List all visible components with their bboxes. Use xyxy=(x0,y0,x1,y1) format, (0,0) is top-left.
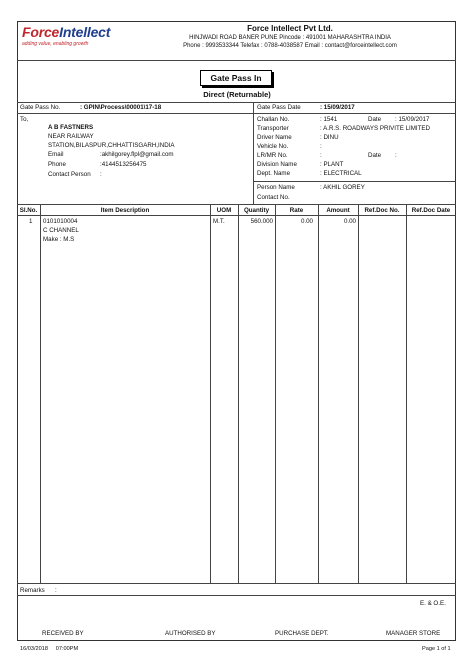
challan-value: : 1541 xyxy=(320,116,338,123)
consignee-phone-label: Phone xyxy=(48,161,66,168)
gate-pass-date-label: Gate Pass Date xyxy=(257,104,301,111)
consignee-address-line1: NEAR RAILWAY xyxy=(48,133,94,140)
logo-brand-prefix: Force xyxy=(22,24,60,40)
consignee-email-label: Email xyxy=(48,151,64,158)
lr-mr-value: : xyxy=(320,152,322,159)
gate-pass-date-value: : 15/09/2017 xyxy=(320,104,355,111)
divider xyxy=(17,60,456,61)
transporter-label: Transporter xyxy=(257,125,289,132)
logo-brand-suffix: Intellect xyxy=(59,24,111,40)
division-value: : PLANT xyxy=(320,161,344,168)
consignee-email-value: :akhilgorey.flpl@gmail.com xyxy=(100,151,174,158)
lr-date-value: : xyxy=(395,152,397,159)
department-value: : ELECTRICAL xyxy=(320,170,362,177)
document-frame xyxy=(17,21,456,641)
transporter-value: : A.R.S. ROADWAYS PRIVITE LIMITED xyxy=(320,125,431,132)
contact-person-value: : xyxy=(100,171,102,178)
remarks-label: Remarks xyxy=(20,587,45,594)
col-header-slno: Sl.No. xyxy=(19,207,38,214)
column-divider xyxy=(318,204,319,583)
col-header-ref-doc-date: Ref.Doc Date xyxy=(411,207,451,214)
row-item-description: C CHANNEL xyxy=(43,227,79,234)
col-header-ref-doc-no: Ref.Doc No. xyxy=(364,207,400,214)
consignee-phone-value: :4144513256475 xyxy=(100,161,147,168)
challan-date-label: Date xyxy=(368,116,382,123)
eoe-note: E. & O.E. xyxy=(420,600,446,607)
row-rate: 0.00 xyxy=(300,218,313,225)
company-address: HINJWADI ROAD BANER PUNE Pincode : 491001 MAHARASHTRA INDIA xyxy=(189,35,391,41)
col-header-uom: UOM xyxy=(216,207,232,214)
person-name-label: Person Name xyxy=(257,184,295,191)
company-header xyxy=(140,24,440,49)
divider xyxy=(253,102,254,204)
signature-manager-store: MANAGER STORE xyxy=(386,630,441,637)
document-subtitle: Direct (Returnable) xyxy=(203,90,271,99)
row-item-make: Make : M.S xyxy=(43,236,75,243)
lr-date-label: Date xyxy=(368,152,382,159)
driver-label: Driver Name xyxy=(257,134,292,141)
print-timestamp: 16/03/2018 07:00PM xyxy=(20,646,79,652)
signature-received-by: RECEIVED BY xyxy=(42,630,84,637)
row-uom: M.T. xyxy=(213,218,225,225)
to-label: To, xyxy=(20,116,29,123)
col-header-quantity: Quantity xyxy=(243,207,270,214)
logo-tagline: adding value, enabling growth xyxy=(22,41,89,47)
company-contact: Phone : 9993533344 Telefax : 0788-4038587 Email : contact@forceintellect.com xyxy=(183,43,397,49)
contact-no-label: Contact No. xyxy=(257,194,290,201)
row-slno: 1 xyxy=(29,218,33,225)
column-divider xyxy=(40,204,41,583)
column-divider xyxy=(358,204,359,583)
row-amount: 0.00 xyxy=(343,218,356,225)
gate-pass-no-label: Gate Pass No. xyxy=(20,104,61,111)
row-quantity: 560.000 xyxy=(250,218,273,225)
divider xyxy=(17,583,456,584)
driver-value: : DINU xyxy=(320,134,339,141)
divider xyxy=(253,181,456,182)
divider xyxy=(17,595,456,596)
column-divider xyxy=(275,204,276,583)
divider xyxy=(17,204,456,205)
column-divider xyxy=(238,204,239,583)
challan-date-value: : 15/09/2017 xyxy=(395,116,430,123)
remarks-value: : xyxy=(55,587,57,594)
challan-label: Challan No. xyxy=(257,116,290,123)
contact-person-label: Contact Person xyxy=(48,171,91,178)
company-logo xyxy=(22,24,110,47)
row-item-code: 0101010004 xyxy=(43,218,78,225)
divider xyxy=(17,113,456,114)
page-number: Page 1 of 1 xyxy=(422,646,451,652)
gate-pass-no-value: : GPIN\Process\00001\17-18 xyxy=(80,104,162,111)
lr-mr-label: LR/MR No. xyxy=(257,152,288,159)
department-label: Dept. Name xyxy=(257,170,291,177)
vehicle-value: : xyxy=(320,143,322,150)
vehicle-label: Vehicle No. xyxy=(257,143,289,150)
division-label: Division Name xyxy=(257,161,297,168)
document-title: Gate Pass In xyxy=(200,70,272,86)
company-name: Force Intellect Pvt Ltd. xyxy=(247,24,333,33)
col-header-amount: Amount xyxy=(326,207,350,214)
consignee-address-line2: STATION,BILASPUR,CHHATTISGARH,INDIA xyxy=(48,142,175,149)
column-divider xyxy=(210,204,211,583)
column-divider xyxy=(406,204,407,583)
divider xyxy=(17,215,456,216)
person-name-value: : AKHIL GOREY xyxy=(320,184,365,191)
col-header-rate: Rate xyxy=(289,207,304,214)
signature-authorised-by: AUTHORISED BY xyxy=(165,630,216,637)
col-header-description: Item Description xyxy=(100,207,150,214)
consignee-name: A B FASTNERS xyxy=(48,124,94,131)
divider xyxy=(17,102,456,103)
signature-purchase-dept: PURCHASE DEPT. xyxy=(275,630,329,637)
